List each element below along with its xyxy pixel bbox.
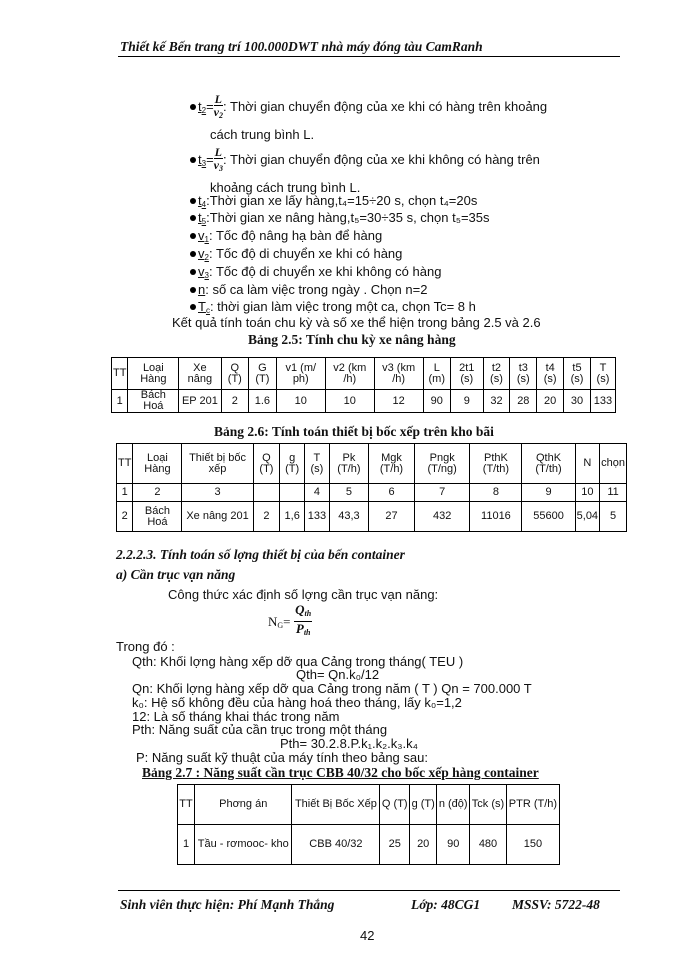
table-cell: 25 <box>380 825 410 865</box>
table26-caption: Bảng 2.6: Tính toán thiết bị bốc xếp trên kho bãi <box>214 424 494 439</box>
table-cell: 480 <box>470 825 507 865</box>
table-cell: Thiết Bị Bốc Xếp <box>292 785 380 825</box>
table-cell: 1 <box>117 484 133 502</box>
table-cell: QthK (T/th) <box>522 444 575 484</box>
table-row <box>117 484 627 502</box>
table-cell: Xe nâng <box>179 358 221 390</box>
footer-class: Lớp: 48CG1 <box>411 897 481 912</box>
footer-rule <box>118 890 620 891</box>
table-cell: 20 <box>410 825 437 865</box>
table-cell: 7 <box>414 484 469 502</box>
table-cell: Pk (T/h) <box>329 444 368 484</box>
bullet-dot-icon <box>190 269 196 275</box>
table-cell: 5 <box>329 484 368 502</box>
bullet-item: $v_3$: Tốc độ di chuyển xe khi không có hàng <box>190 264 600 283</box>
bullet-dot-icon <box>190 198 196 204</box>
footer-student: Sinh viên thực hiện: Phí Mạnh Thắng <box>120 897 335 912</box>
formula-intro: Công thức xác định số lợng cần trục vạn năng: <box>168 587 439 602</box>
table-cell: 32 <box>483 390 510 413</box>
table-cell: 3 <box>182 484 253 502</box>
table-cell: TT <box>178 785 195 825</box>
table-cell: 4 <box>305 484 330 502</box>
table-cell: 9 <box>450 390 483 413</box>
table-cell: 10 <box>325 390 374 413</box>
table-cell: v3 (km /h) <box>374 358 423 390</box>
table-cell: TT <box>117 444 133 484</box>
table-2-7 <box>177 784 560 865</box>
table-row <box>178 825 560 865</box>
table-cell: 1 <box>112 390 128 413</box>
eq-qth: Qth= Qn.k₀/12 <box>296 667 380 682</box>
table-cell: N <box>575 444 599 484</box>
table-cell <box>253 484 280 502</box>
table-cell: L (m) <box>423 358 450 390</box>
table-cell: Q (T) <box>253 444 280 484</box>
table-cell: 11 <box>600 484 627 502</box>
table-cell: t2 (s) <box>483 358 510 390</box>
table-cell: 28 <box>510 390 537 413</box>
table-cell: 133 <box>305 502 330 532</box>
table-cell: Loại Hàng <box>133 444 182 484</box>
table-cell: Mgk (T/h) <box>369 444 415 484</box>
bullet-item: $t_4:Thời$ gian xe lấy hàng,t₄=15÷20 s, chọn t₄=20s <box>190 193 600 212</box>
table-cell: g (T) <box>280 444 305 484</box>
table-cell: Q (T) <box>221 358 249 390</box>
table-row <box>178 785 560 825</box>
bullet-item: n: số ca làm việc trong ngày . Chọn n=2 <box>190 282 600 297</box>
table-cell: G (T) <box>249 358 277 390</box>
table25-caption: Bảng 2.5: Tính chu kỳ xe nâng hàng <box>248 332 456 347</box>
table-cell: 2t1 (s) <box>450 358 483 390</box>
table-cell: 1.6 <box>249 390 277 413</box>
table-cell: 1,6 <box>280 502 305 532</box>
table-cell: Tầu - rơmooc- kho <box>195 825 292 865</box>
table-cell: 6 <box>369 484 415 502</box>
bullet-item: $v_1$: Tốc độ nâng hạ bàn để hàng <box>190 228 600 247</box>
bullet-item: $T_c$: thời gian làm việc trong một ca, chọn Tc= 8 h <box>190 299 600 318</box>
def-qn: Qn: Khối lợng hàng xếp dỡ qua Cảng trong năm ( T ) Qn = 700.000 T <box>132 681 532 696</box>
table-cell: TT <box>112 358 128 390</box>
table-cell: n (độ) <box>437 785 470 825</box>
def-p: P: Năng suất kỹ thuật của máy tính theo bảng sau: <box>136 750 428 765</box>
table-row <box>117 444 627 484</box>
table-cell: g (T) <box>410 785 437 825</box>
table-cell: t4 (s) <box>537 358 564 390</box>
table-cell <box>280 484 305 502</box>
table-cell: Q (T) <box>380 785 410 825</box>
result-text: Kết quả tính toán chu kỳ và số xe thể hiện trong bảng 2.5 và 2.6 <box>172 315 541 330</box>
table-cell: 90 <box>423 390 450 413</box>
table-cell: Loại Hàng <box>128 358 179 390</box>
bullet-dot-icon <box>190 157 196 163</box>
table-cell: 9 <box>522 484 575 502</box>
table-cell: 10 <box>575 484 599 502</box>
bullet-item: $t_2=$ $\frac{L}{v_2}$ : Thời gian chuyển động của xe khi có hàng trên khoảng cách trung bình L. <box>190 93 600 143</box>
table-cell: 133 <box>590 390 615 413</box>
page-number: 42 <box>360 928 375 943</box>
table-cell: CBB 40/32 <box>292 825 380 865</box>
header-rule <box>118 56 620 57</box>
table-cell: Tck (s) <box>470 785 507 825</box>
table-cell: 8 <box>470 484 522 502</box>
table-cell: 55600 <box>522 502 575 532</box>
table-cell: Xe nâng 201 <box>182 502 253 532</box>
bullet-dot-icon <box>190 233 196 239</box>
table-cell: Bách Hoá <box>133 502 182 532</box>
def-pth: Pth: Năng suất của cần trục trong một tháng <box>132 722 388 737</box>
table-cell: 10 <box>276 390 325 413</box>
table-cell: Phơng án <box>195 785 292 825</box>
table-cell: Pngk (T/ng) <box>414 444 469 484</box>
table-cell: 2 <box>117 502 133 532</box>
bullet-dot-icon <box>190 104 196 110</box>
table-cell: EP 201 <box>179 390 221 413</box>
def-qth: Qth: Khối lợng hàng xếp dỡ qua Cảng trong tháng( TEU ) <box>132 654 464 669</box>
bullet-dot-icon <box>190 215 196 221</box>
where-label: Trong đó : <box>116 639 175 654</box>
table-cell: t5 (s) <box>564 358 591 390</box>
footer-id: MSSV: 5722-48 <box>512 897 600 912</box>
section-subheading: a) Cần trục vạn năng <box>116 567 236 582</box>
bullet-item: $t_5:Thời$ gian xe nâng hàng,t₅=30÷35 s, chọn t₅=35s <box>190 210 600 229</box>
table27-caption: Bảng 2.7 : Năng suất cần trục CBB 40/32 cho bốc xếp hàng container <box>142 765 539 780</box>
table-cell: 2 <box>133 484 182 502</box>
table-row <box>112 390 616 413</box>
table-cell: 150 <box>506 825 559 865</box>
bullet-dot-icon <box>190 287 196 293</box>
table-cell: v1 (m/ ph) <box>276 358 325 390</box>
header-title: Thiết kế Bến trang trí 100.000DWT nhà máy đóng tàu CamRanh <box>120 39 483 54</box>
table-row <box>112 358 616 390</box>
table-cell: 5 <box>600 502 627 532</box>
formula-ng: $N_G=$ $\frac{Q_{th}}{P_{th}}$ <box>268 602 312 637</box>
table-cell: 1 <box>178 825 195 865</box>
table-cell: 432 <box>414 502 469 532</box>
table-cell: 11016 <box>470 502 522 532</box>
table-cell: 20 <box>537 390 564 413</box>
table-cell: 43,3 <box>329 502 368 532</box>
table-cell: Thiết bị bốc xếp <box>182 444 253 484</box>
table-cell: v2 (km /h) <box>325 358 374 390</box>
table-cell: PthK (T/th) <box>470 444 522 484</box>
bullet-dot-icon <box>190 251 196 257</box>
table-cell: 30 <box>564 390 591 413</box>
def-k0: k₀: Hệ số không đều của hàng hoá theo tháng, lấy k₀=1,2 <box>132 695 462 710</box>
section-heading: 2.2.2.3. Tính toán số lợng thiết bị của bến container <box>116 547 405 562</box>
table-cell: T (s) <box>590 358 615 390</box>
table-cell: chọn <box>600 444 627 484</box>
table-cell: t3 (s) <box>510 358 537 390</box>
eq-pth: Pth= 30.2.8.P.k₁.k₂.k₃.k₄ <box>280 736 418 751</box>
def-12: 12: Là số tháng khai thác trong năm <box>132 709 340 724</box>
table-cell: 27 <box>369 502 415 532</box>
bullet-item: $v_2$: Tốc độ di chuyển xe khi có hàng <box>190 246 600 265</box>
table-cell: 2 <box>253 502 280 532</box>
table-cell: Bách Hoá <box>128 390 179 413</box>
bullet-dot-icon <box>190 304 196 310</box>
bullet-item: $t_3=$ $\frac{L}{v_3}$ : Thời gian chuyển động của xe khi không có hàng trên khoảng cách trung bình L. <box>190 146 600 196</box>
table-cell: 5,04 <box>575 502 599 532</box>
table-cell: 12 <box>374 390 423 413</box>
table-cell: 2 <box>221 390 249 413</box>
table-row <box>117 502 627 532</box>
table-2-5 <box>111 357 616 413</box>
table-cell: 90 <box>437 825 470 865</box>
table-cell: PTR (T/h) <box>506 785 559 825</box>
table-cell: T (s) <box>305 444 330 484</box>
table-2-6 <box>116 443 627 532</box>
